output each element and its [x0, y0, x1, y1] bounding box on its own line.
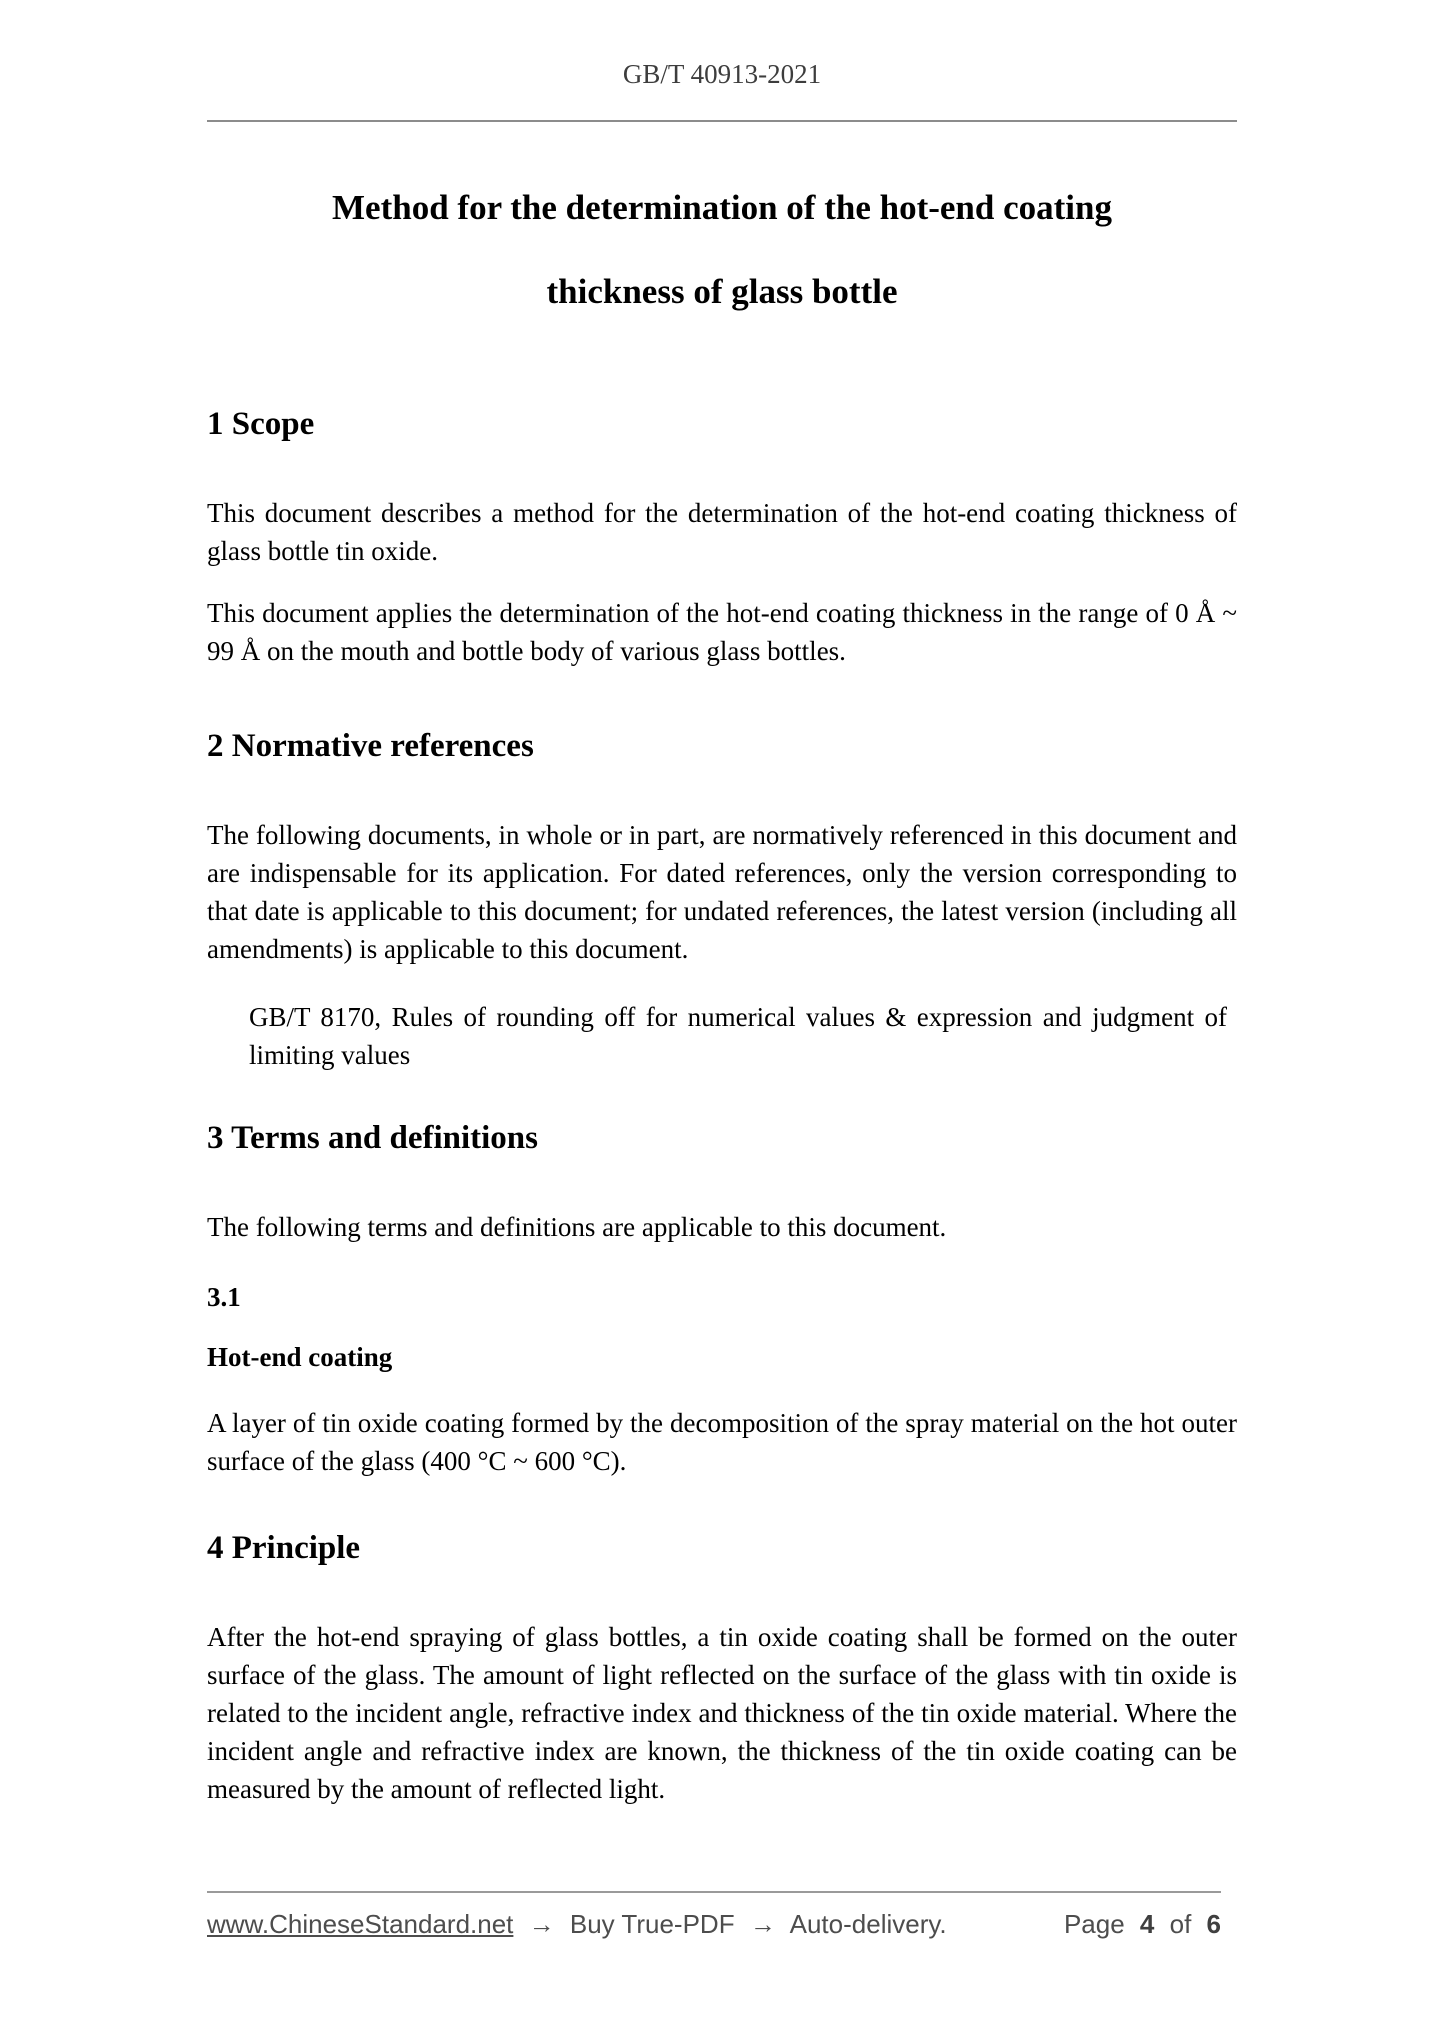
- heading-normative-references: 2 Normative references: [207, 728, 534, 764]
- header-divider: [207, 120, 1237, 122]
- page-current: 4: [1139, 1909, 1155, 1939]
- term-number: 3.1: [207, 1282, 241, 1312]
- page-content: [207, 0, 1237, 1808]
- document-title: [207, 166, 1237, 334]
- term-definition: A layer of tin oxide coating formed by the decomposition of the spray material on the hot outer surface of the glass (400 °C ~ 600 °C).: [207, 1408, 1237, 1476]
- heading-principle: 4 Principle: [207, 1530, 361, 1566]
- scope-paragraph-2: This document applies the determination of the hot-end coating thickness in the range of 0 Å ~ 99 Å on the mouth and bottle body of various glass bottles.: [207, 598, 1237, 666]
- scope-paragraph-1: This document describes a method for the determination of the hot-end coating thickness of glass bottle tin oxide.: [207, 498, 1237, 566]
- page-footer: [207, 1906, 1221, 1942]
- page-indicator: [1056, 1906, 1221, 1942]
- footer-buy-text: Buy True-PDF: [569, 1909, 735, 1939]
- page-label: Page: [1063, 1909, 1125, 1939]
- arrow-right-icon: →: [528, 1909, 555, 1939]
- arrow-right-icon: →: [749, 1909, 776, 1939]
- terms-paragraph-1: The following terms and definitions are applicable to this document.: [207, 1212, 947, 1242]
- of-label: of: [1169, 1909, 1192, 1939]
- page-total: 6: [1206, 1909, 1221, 1939]
- normative-paragraph-1: The following documents, in whole or in part, are normatively referenced in this document and are indispensable for its application. For dated references, only the version corresponding to that date is applicable to this document; for undated references, the latest version (including all amendments) is applicable to this document.: [207, 820, 1237, 964]
- document-title-line1: Method for the determination of the hot-end coating: [332, 188, 1112, 227]
- footer-left: [207, 1906, 955, 1942]
- heading-terms-definitions: 3 Terms and definitions: [207, 1120, 538, 1156]
- footer-divider: [207, 1891, 1221, 1893]
- footer-delivery-text: Auto-delivery.: [789, 1909, 947, 1939]
- term-name: Hot-end coating: [207, 1342, 393, 1372]
- principle-paragraph-1: After the hot-end spraying of glass bottles, a tin oxide coating shall be formed on the outer surface of the glass. The amount of light reflected on the surface of the glass with tin oxide is related to the incident angle, refractive index and thickness of the tin oxide material. Where the incident angle and refractive index are known, the thickness of the tin oxide coating can be measured by the amount of reflected light.: [207, 1622, 1237, 1804]
- site-link[interactable]: www.ChineseStandard.net: [207, 1909, 514, 1939]
- normative-reference-item: GB/T 8170, Rules of rounding off for numerical values & expression and judgment of limiting values: [249, 1002, 1227, 1070]
- document-number: GB/T 40913-2021: [622, 59, 822, 89]
- document-title-line2: thickness of glass bottle: [546, 272, 898, 311]
- heading-scope: 1 Scope: [207, 406, 315, 442]
